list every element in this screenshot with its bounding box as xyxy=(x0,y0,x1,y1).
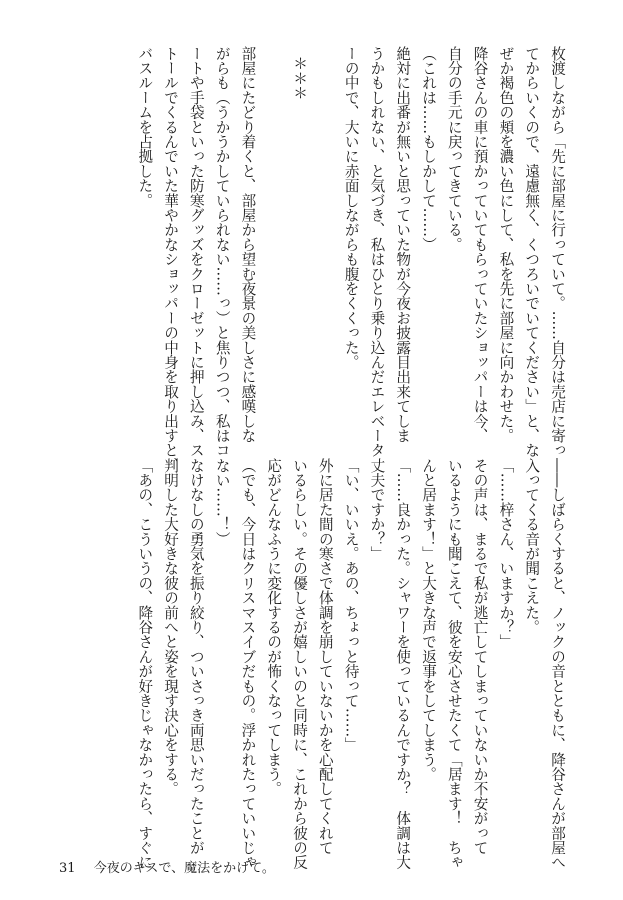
text-line: 「……梓さん、いますか？」 xyxy=(497,458,515,650)
text-line: （これは……もしかして……） xyxy=(420,46,438,252)
text-line: なけなしの勇気を振り絞り、ついさっき両思いだったことが xyxy=(187,458,205,855)
text-line: 降谷さんの車に預かっていてもらっていたショッパーは今、 xyxy=(471,46,489,443)
text-line: ぜか褐色の頬を濃い色にして、私を先に部屋に向かわせた。 xyxy=(497,46,515,443)
text-line: その声は、まるで私が逃亡してしまっていないか不安がって xyxy=(471,458,489,855)
text-line: ない……！） xyxy=(213,458,231,547)
page-number: 31 xyxy=(59,861,76,876)
text-line: 丈夫ですか？」 xyxy=(368,458,386,561)
blank-line xyxy=(312,46,338,406)
text-line: 判明した大好きな彼の前へと姿を現す決心をする。 xyxy=(162,458,180,797)
scene-break: ＊＊＊ xyxy=(291,56,309,101)
blank-line xyxy=(260,46,286,406)
text-line: 入ってくる音が聞こえた。 xyxy=(523,458,541,635)
text-line: 枚渡しながら「先に部屋に行っていて。……自分は売店に寄っ xyxy=(549,46,566,458)
text-line: ートや手袋といった防寒グッズをクローゼットに押し込み、ス xyxy=(187,46,205,458)
text-line: 絶対に出番が無いと思っていた物が今夜お披露目出来てしま xyxy=(394,46,412,443)
running-title: 今夜のキスで、魔法をかけて。 xyxy=(93,861,275,876)
text-line: てからいくので、遠慮無く、くつろいでいてください」と、な xyxy=(523,46,541,458)
text-line: 「い、いいえ。あの、ちょっと待って……」 xyxy=(342,458,360,752)
text-line: いるらしい。その優しさが嬉しいのと同時に、これから彼の反 xyxy=(291,458,309,870)
page-footer xyxy=(59,861,275,877)
text-line: うかもしれない、と気づき、私はひとり乗り込んだエレベータ xyxy=(368,46,386,458)
text-line: 「あの、こういうの、降谷さんが好きじゃなかったら、すぐに xyxy=(136,458,154,870)
text-line: 自分の手元に戻ってきている。 xyxy=(445,46,463,252)
text-line: 応がどんなふうに変化するのが怖くなってしまう。 xyxy=(265,458,283,797)
text-line: 外に居た間の寒さで体調を崩していないかを心配してくれて xyxy=(316,458,334,855)
text-line: トールでくるんでいた華やかなショッパーの中身を取り出すと、 xyxy=(162,46,180,473)
text-line: いるようにも聞こえて、彼を安心させたくて「居ます！ ちゃ xyxy=(445,458,463,870)
text-line: 「……良かった。シャワーを使っているんですか？ 体調は大 xyxy=(394,458,412,870)
upper-text-block xyxy=(131,46,570,473)
text-line: バスルームを占拠した。 xyxy=(136,46,154,208)
text-line: がらも（うかうかしていられない……っ）と焦りつつ、私はコ xyxy=(213,46,231,458)
text-line: ――しばらくすると、ノックの音とともに、降谷さんが部屋へ xyxy=(549,458,566,870)
text-line: んと居ます！」と大きな声で返事をしてしまう。 xyxy=(420,458,438,782)
text-line: 部屋にたどり着くと、部屋から望む夜景の美しさに感嘆しな xyxy=(239,46,257,443)
lower-text-block xyxy=(131,458,570,870)
text-line: ーの中で、大いに赤面しながらも腹をくくった。 xyxy=(342,46,360,370)
text-line: （でも、今日はクリスマスイブだもの。浮かれたっていいじゃ xyxy=(239,458,257,870)
